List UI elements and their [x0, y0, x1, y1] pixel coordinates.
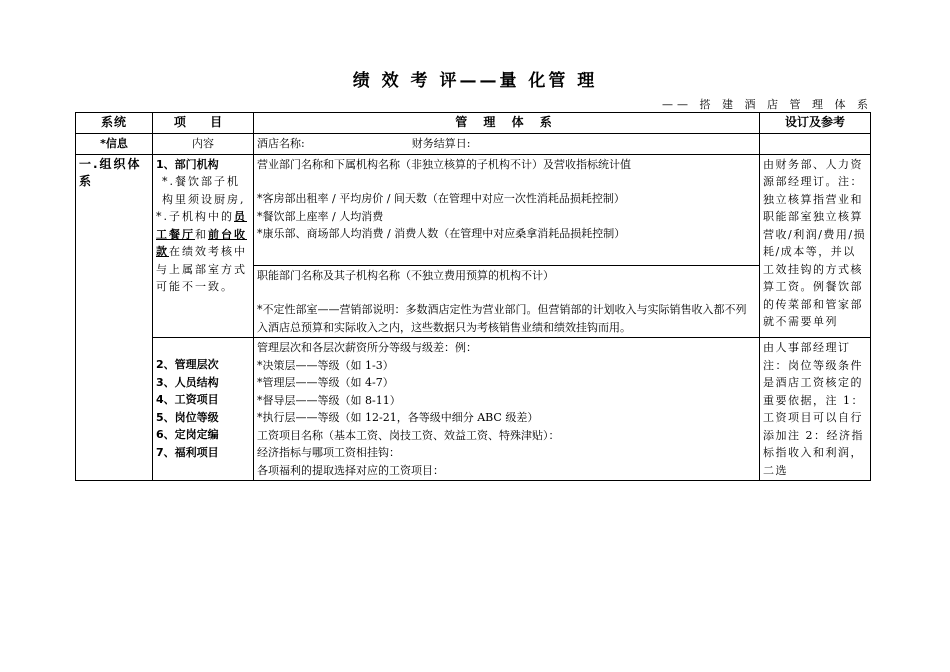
business-dept-block [254, 155, 759, 265]
business-metric-line: *客房部出租率 / 平均房价 / 间天数（在管理中对应一次性消耗品损耗控制） [257, 192, 625, 205]
item-note-a: *.餐饮部子机构里须设厨房, [162, 175, 246, 206]
info-row [76, 134, 871, 155]
management-cell-2 [254, 338, 760, 481]
header-row [76, 113, 871, 134]
management-line: 管理层次和各层次薪资所分等级与级差：例： [257, 341, 477, 354]
business-dept-title: 营业部门名称和下属机构名称（非独立核算的子机构不计）及营收指标统计值 [257, 157, 631, 171]
business-metric-line: *康乐部、商场部人均消费 / 消费人数（在管理中对应桑拿消耗品损耗控制） [257, 227, 626, 240]
management-line: *执行层——等级（如 12-21，各等级中细分 ABC 级差） [257, 411, 539, 424]
info-label: *信息 [76, 134, 153, 155]
management-line: 经济指标与哪项工资相挂钩： [257, 446, 400, 459]
management-line: *督导层——等级（如 8-11） [257, 393, 401, 407]
management-table [75, 112, 871, 481]
item-cell-1 [153, 154, 254, 338]
functional-dept-title: 职能部门名称及其子机构名称（不独立费用预算的机构不计） [257, 268, 554, 282]
item-note-b: *.子机构中的员工餐厅和前台收款在绩效考核中与上属部室方式可能不一致。 [156, 210, 247, 293]
management-line: *决策层——等级（如 1-3） [257, 358, 394, 372]
item-list-entry: 7、福利项目 [156, 445, 219, 459]
management-line: *管理层——等级（如 4-7） [257, 376, 394, 389]
system-label: 一.组织体系 [79, 156, 142, 188]
management-line: 工资项目名称（基本工资、岗技工资、效益工资、特殊津贴）： [257, 428, 560, 442]
document-subtitle: —— 搭 建 酒 店 管 理 体 系 [662, 98, 872, 111]
system-cell [76, 154, 153, 481]
item-list-entry: 5、岗位等级 [156, 410, 219, 424]
management-line: 各项福利的提取选择对应的工资项目： [257, 463, 444, 477]
functional-dept-block [254, 265, 759, 338]
management-cell-1 [254, 154, 760, 338]
header-management: 管 理 体 系 [254, 113, 760, 134]
design-cell-1: 由财务部、人力资源部经理订。注：独立核算指营业和职能部室独立核算营收/利润/费用/损耗/成本等，并以工效挂钩的方式核算工资。例餐饮部的传菜部和管家部就不需要单列 [760, 154, 871, 338]
settlement-date-label: 财务结算日: [411, 137, 471, 150]
marketing-dept-note: *不定性部室——营销部说明：多数酒店定性为营业部门。但营销部的计划收入与实际销售收入都不列入酒店总预算和实际收入之内，这些数据只为考核销售业绩和绩效挂钩而用。 [257, 303, 747, 334]
item-list-entry: 3、人员结构 [156, 375, 219, 389]
header-item: 项 目 [153, 113, 254, 134]
header-design: 设订及参考 [760, 113, 871, 134]
item-list-entry: 6、定岗定编 [156, 428, 219, 441]
item-list-entry: 2、管理层次 [156, 358, 219, 371]
item-list-entry: 4、工资项目 [156, 393, 219, 406]
item-cell-2 [153, 338, 254, 481]
document-title: 绩 效 考 评——量 化管 理 [352, 71, 598, 91]
section-row-1 [76, 154, 871, 338]
business-metric-line: *餐饮部上座率 / 人均消费 [257, 209, 384, 223]
item-title: 1、部门机构 [156, 157, 219, 171]
design-cell-2: 由人事部经理订注：岗位等级条件是酒店工资核定的重要依据，注 1：工资项目可以自行添加注 2：经济指标指收入和利润，二选 [760, 338, 871, 481]
info-fields [254, 134, 760, 155]
header-system: 系统 [76, 113, 153, 134]
section-row-2 [76, 338, 871, 481]
info-content-label: 内容 [153, 134, 254, 155]
hotel-name-label: 酒店名称: [257, 137, 305, 150]
